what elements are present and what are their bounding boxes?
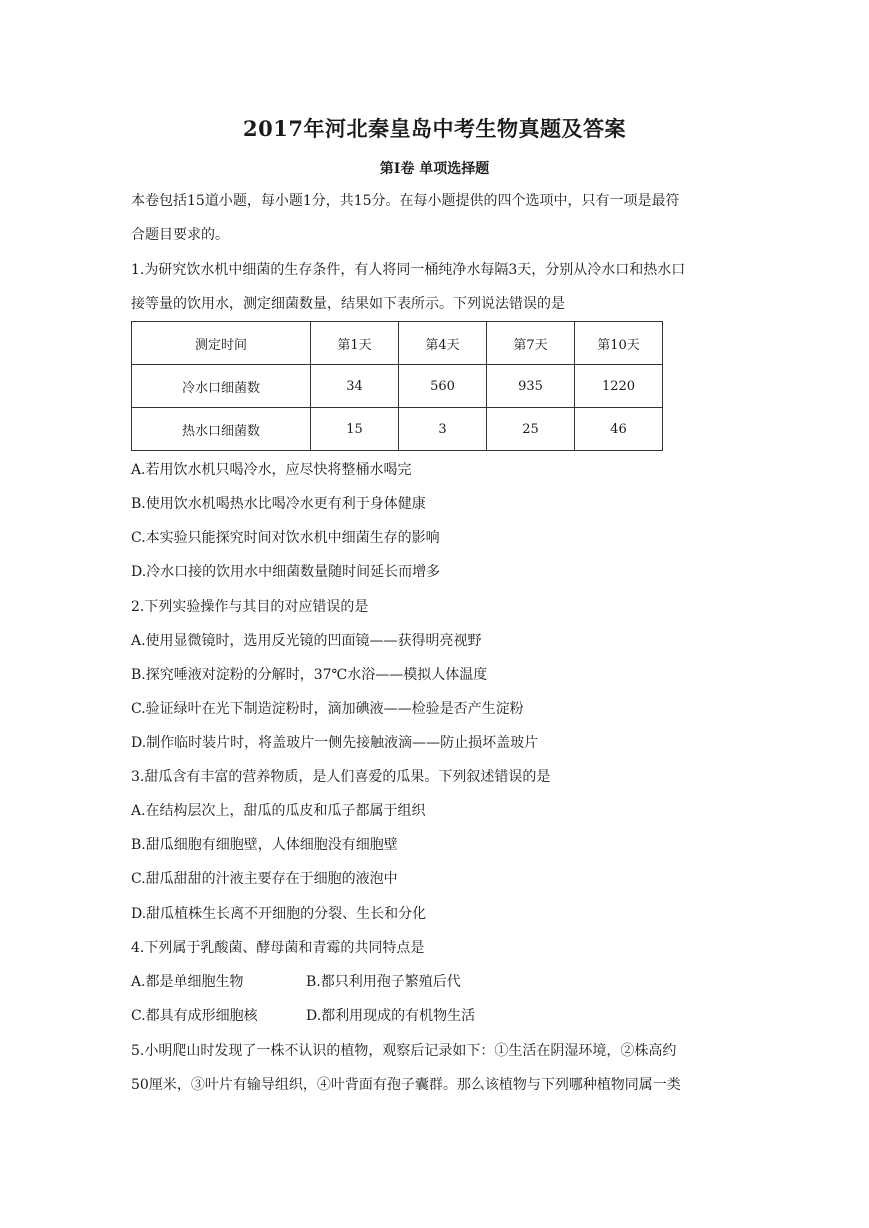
table-row	[132, 408, 663, 451]
intro-line-1: 本卷包括15道小题，每小题1分，共15分。在每小题提供的四个选项中，只有一项是最符	[131, 193, 680, 209]
q2-option-d: D.制作临时装片时，将盖玻片一侧先接触液滴——防止损坏盖玻片	[131, 735, 539, 751]
bacteria-count-table	[131, 321, 663, 451]
q2-option-b: B.探究唾液对淀粉的分解时，37℃水浴——模拟人体温度	[131, 667, 488, 683]
q5-stem-line-1: 5.小明爬山时发现了一株不认识的植物，观察后记录如下：①生活在阴湿环境，②株高约	[131, 1043, 677, 1059]
q2-stem: 2.下列实验操作与其目的对应错误的是	[131, 599, 369, 615]
q4-option-d: D.都利用现成的有机物生活	[306, 1008, 476, 1024]
page-title: 2017年河北秦皇岛中考生物真题及答案	[243, 116, 626, 141]
q3-option-b: B.甜瓜细胞有细胞壁，人体细胞没有细胞壁	[131, 837, 398, 853]
table-header-cell: 第7天	[487, 322, 575, 365]
table-header-row	[132, 322, 663, 365]
table-cell: 25	[487, 408, 575, 451]
q3-option-a: A.在结构层次上，甜瓜的瓜皮和瓜子都属于组织	[131, 803, 426, 819]
intro-line-2: 合题目要求的。	[131, 227, 229, 243]
table-cell: 3	[399, 408, 487, 451]
q3-stem: 3.甜瓜含有丰富的营养物质，是人们喜爱的瓜果。下列叙述错误的是	[131, 769, 551, 785]
q4-option-a: A.都是单细胞生物	[131, 974, 244, 990]
table-cell: 560	[399, 365, 487, 408]
table-row	[132, 365, 663, 408]
table-header-cell: 第4天	[399, 322, 487, 365]
q4-option-b: B.都只利用孢子繁殖后代	[306, 974, 461, 990]
table-cell: 935	[487, 365, 575, 408]
q2-option-c: C.验证绿叶在光下制造淀粉时，滴加碘液——检验是否产生淀粉	[131, 701, 524, 717]
q4-option-c: C.都具有成形细胞核	[131, 1008, 258, 1024]
q1-option-b: B.使用饮水机喝热水比喝冷水更有利于身体健康	[131, 496, 426, 512]
table-cell: 46	[575, 408, 663, 451]
q2-option-a: A.使用显微镜时，选用反光镜的凹面镜——获得明亮视野	[131, 633, 482, 649]
q1-option-c: C.本实验只能探究时间对饮水机中细菌生存的影响	[131, 530, 440, 546]
table-cell: 1220	[575, 365, 663, 408]
section-heading: 第Ⅰ卷 单项选择题	[379, 161, 490, 177]
table-header-cell: 测定时间	[132, 322, 311, 365]
table-header-cell: 第1天	[311, 322, 399, 365]
q1-option-d: D.冷水口接的饮用水中细菌数量随时间延长而增多	[131, 564, 441, 580]
q3-option-c: C.甜瓜甜甜的汁液主要存在于细胞的液泡中	[131, 871, 398, 887]
table-cell: 34	[311, 365, 399, 408]
table-cell: 15	[311, 408, 399, 451]
q1-stem-line-2: 接等量的饮用水，测定细菌数量，结果如下表所示。下列说法错误的是	[131, 296, 565, 312]
q4-stem: 4.下列属于乳酸菌、酵母菌和青霉的共同特点是	[131, 940, 425, 956]
table-header-cell: 第10天	[575, 322, 663, 365]
q5-stem-line-2: 50厘米，③叶片有输导组织，④叶背面有孢子囊群。那么该植物与下列哪种植物同属一类	[131, 1077, 681, 1093]
table-cell: 热水口细菌数	[132, 408, 311, 451]
table-cell: 冷水口细菌数	[132, 365, 311, 408]
q1-option-a: A.若用饮水机只喝冷水，应尽快将整桶水喝完	[131, 462, 412, 478]
q3-option-d: D.甜瓜植株生长离不开细胞的分裂、生长和分化	[131, 906, 427, 922]
q1-stem-line-1: 1.为研究饮水机中细菌的生存条件，有人将同一桶纯净水每隔3天，分别从冷水口和热水口	[131, 262, 686, 278]
